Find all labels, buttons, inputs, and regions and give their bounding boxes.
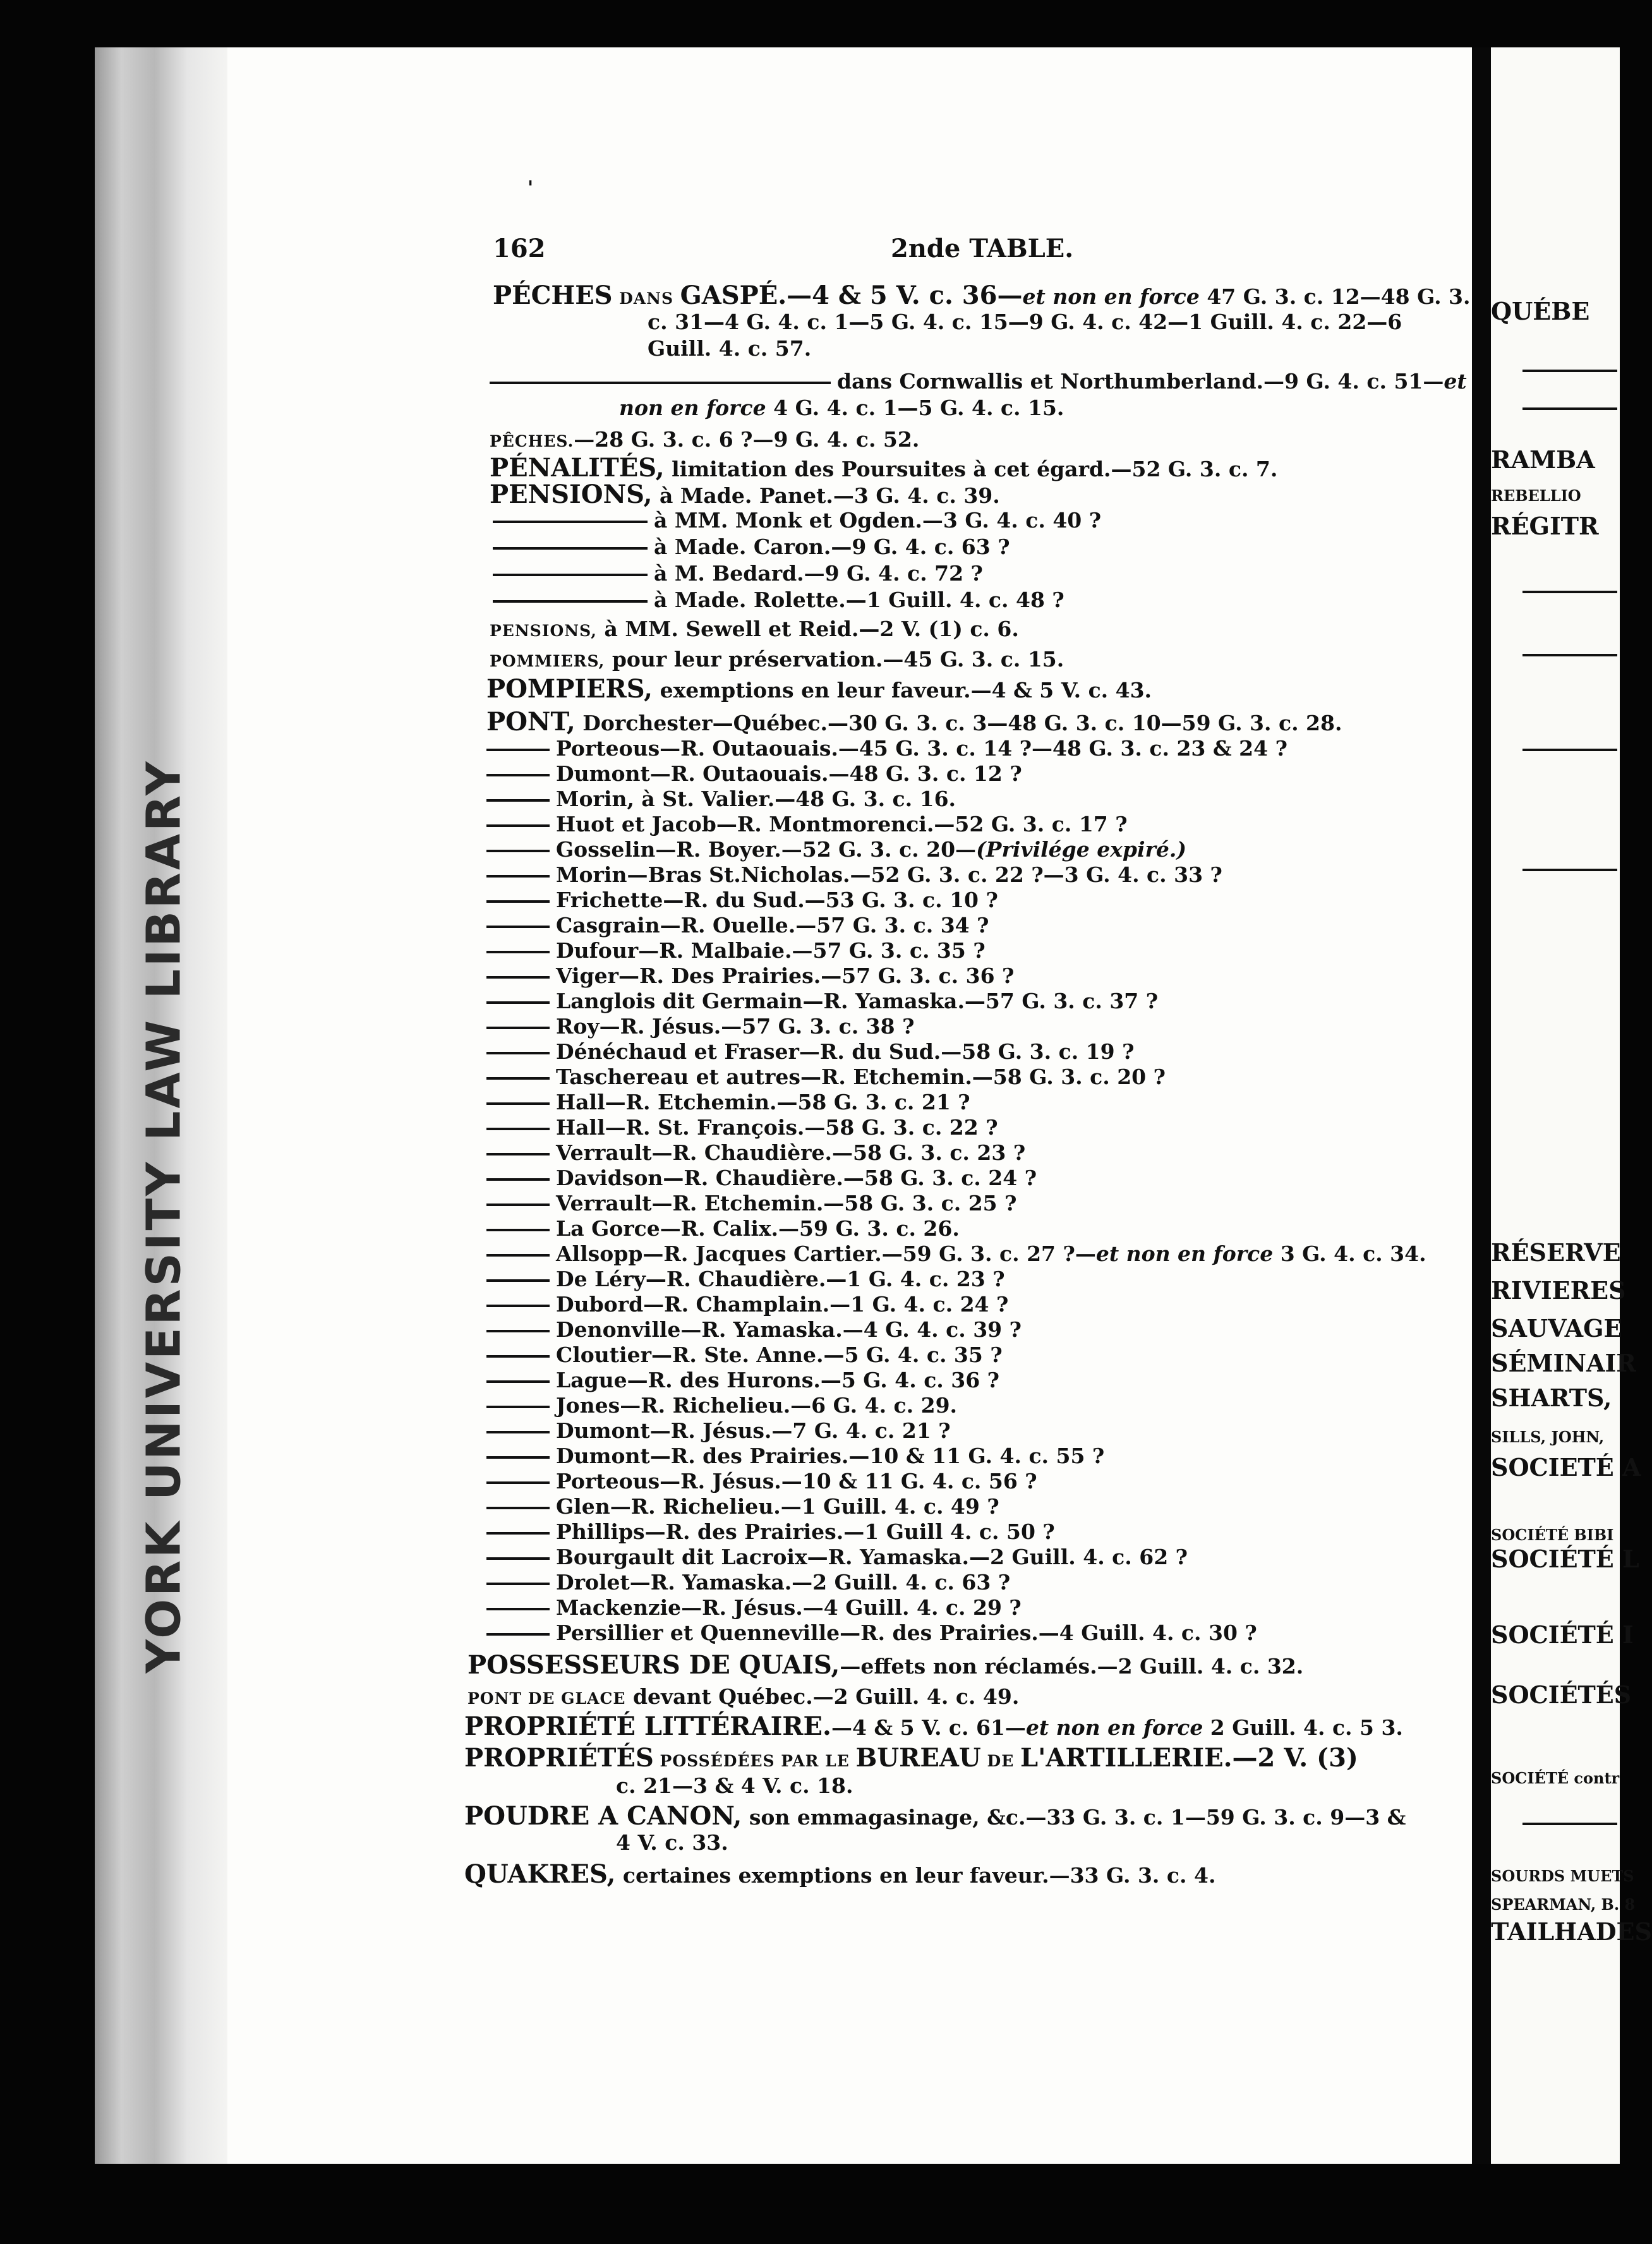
list-item [486, 1064, 1166, 1090]
list-item [486, 1392, 957, 1419]
entry-text: Hall—R. St. François.—58 G. 3. c. 22 ? [556, 1115, 998, 1140]
list-item [486, 1266, 1005, 1293]
list-item [486, 1216, 960, 1242]
ditto-rule [486, 850, 550, 852]
index-entry [464, 1713, 1403, 1741]
ditto-rule [486, 1077, 550, 1080]
entry-text: devant Québec.—2 Guill. 4. c. 49. [625, 1684, 1020, 1709]
list-item [486, 1140, 1025, 1166]
list-item [486, 862, 1222, 888]
entry-text: Morin—Bras St.Nicholas.—52 G. 3. c. 22 ?—3 G. 4. c. 33 ? [556, 862, 1222, 887]
facing-line: RAMBA [1491, 445, 1595, 474]
ditto-rule [486, 1583, 550, 1585]
entry-text: —4 & 5 V. c. 61— [831, 1715, 1026, 1740]
facing-line: RIVIERES [1491, 1276, 1626, 1305]
entry-text: à MM. Monk et Ogden.—3 G. 4. c. 40 ? [654, 508, 1102, 533]
index-entry [464, 1745, 1358, 1775]
index-entry [464, 1861, 1215, 1889]
list-item [486, 1418, 951, 1444]
index-entry [464, 1803, 1406, 1831]
ditto-rule [486, 1456, 550, 1459]
entry-text: —28 G. 3. c. 6 ?—9 G. 4. c. 52. [574, 427, 920, 452]
index-entry [490, 368, 1467, 395]
entry-text: Dumont—R. des Prairies.—10 & 11 G. 4. c. 55 ? [556, 1444, 1105, 1468]
facing-rule [1522, 749, 1617, 751]
index-entry [490, 646, 1064, 675]
entry-text: Morin, à St. Valier.—48 G. 3. c. 16. [556, 787, 956, 811]
entry-smallcaps: DE [980, 1752, 1020, 1770]
library-stamp-text: YORK UNIVERSITY LAW LIBRARY [137, 759, 191, 1674]
entry-text: Dufour—R. Malbaie.—57 G. 3. c. 35 ? [556, 938, 986, 963]
ditto-rule [486, 1027, 550, 1029]
entry-text: Porteous—R. Jésus.—10 & 11 G. 4. c. 56 ? [556, 1469, 1037, 1493]
facing-line: REBELLIO [1491, 486, 1581, 505]
ditto-rule [486, 1102, 550, 1105]
index-entry [467, 1684, 1019, 1712]
list-item [486, 1190, 1016, 1217]
entry-heading: PONT DE GLACE [467, 1689, 626, 1708]
list-item [486, 1317, 1022, 1343]
page-title: 2nde TABLE. [891, 234, 1074, 263]
facing-line: SOCIÉTÉ BIBI [1491, 1526, 1614, 1544]
entry-text: à M. Bedard.—9 G. 4. c. 72 ? [654, 561, 983, 586]
entry-italic: et non en force [1095, 1241, 1274, 1266]
ditto-rule [486, 1330, 550, 1332]
entry-text: Mackenzie—R. Jésus.—4 Guill. 4. c. 29 ? [556, 1595, 1022, 1620]
ditto-rule [493, 600, 648, 603]
entry-text: limitation des Poursuites à cet égard.—52 G. 3. c. 7. [664, 457, 1278, 481]
index-entry [490, 426, 919, 455]
entry-text: Dénéchaud et Fraser—R. du Sud.—58 G. 3. c. 19 ? [556, 1039, 1135, 1064]
facing-line: RÉGITR [1491, 512, 1599, 540]
entry-text: 47 G. 3. c. 12—48 G. 3. [1199, 284, 1471, 309]
entry-text: à Made. Caron.—9 G. 4. c. 63 ? [654, 534, 1010, 559]
facing-rule [1522, 370, 1617, 372]
entry-heading: POSSESSEURS DE QUAIS, [467, 1650, 840, 1680]
entry-text: 2 Guill. 4. c. 5 3. [1203, 1715, 1403, 1740]
facing-line: SOURDS MUETS [1491, 1867, 1634, 1885]
facing-line: SOCIÉTÉ contr [1491, 1769, 1620, 1787]
ditto-rule [486, 1532, 550, 1535]
page-gutter [1472, 47, 1491, 2164]
ditto-rule [490, 382, 831, 384]
ditto-rule [486, 926, 550, 928]
entry-text: Phillips—R. des Prairies.—1 Guill 4. c. 50 ? [556, 1519, 1055, 1544]
entry-heading: PÊCHES. [490, 432, 574, 450]
entry-text: Frichette—R. du Sud.—53 G. 3. c. 10 ? [556, 888, 998, 912]
facing-line: SOCIÉTÉS [1491, 1680, 1632, 1709]
ditto-rule [486, 749, 550, 751]
index-entry [490, 616, 1019, 644]
facing-rule [1522, 869, 1617, 871]
list-item [486, 1595, 1022, 1621]
entry-text: Viger—R. Des Prairies.—57 G. 3. c. 36 ? [556, 963, 1015, 988]
entry-text: Dumont—R. Jésus.—7 G. 4. c. 21 ? [556, 1418, 951, 1443]
entry-text: Jones—R. Richelieu.—6 G. 4. c. 29. [556, 1393, 958, 1418]
entry-heading: PROPRIÉTÉ LITTÉRAIRE. [464, 1711, 831, 1741]
entry-italic: non en force [619, 395, 766, 420]
entry-text: Verrault—R. Etchemin.—58 G. 3. c. 25 ? [556, 1191, 1017, 1216]
index-entry [490, 455, 1277, 483]
entry-heading: PONT, [486, 707, 576, 737]
list-item [486, 887, 998, 914]
facing-line: SILLS, JOHN, [1491, 1428, 1605, 1446]
ditto-rule [493, 574, 648, 576]
index-entry [490, 481, 1000, 509]
entry-text: GASPÉ.—4 & 5 V. c. 36— [680, 280, 1023, 310]
list-item [486, 1443, 1104, 1469]
facing-line: SOCIÉTÉ I [1491, 1620, 1634, 1649]
entry-text: Glen—R. Richelieu.—1 Guill. 4. c. 49 ? [556, 1494, 999, 1519]
entry-text: Dubord—R. Champlain.—1 G. 4. c. 24 ? [556, 1292, 1009, 1317]
entry-text: Roy—R. Jésus.—57 G. 3. c. 38 ? [556, 1014, 915, 1039]
entry-heading: PENSIONS, [490, 622, 597, 640]
entry-italic: et non en force [1022, 284, 1200, 309]
list-item [486, 1468, 1037, 1495]
ditto-rule [486, 951, 550, 953]
ditto-rule [486, 774, 550, 776]
entry-text: 4 G. 4. c. 1—5 G. 4. c. 15. [766, 395, 1064, 420]
page-header [455, 234, 1478, 265]
ditto-rule [486, 900, 550, 903]
list-item [486, 1013, 914, 1040]
index-entry [493, 507, 1101, 534]
index-entry [486, 676, 1152, 704]
entry-text: son emmagasinage, &c.—33 G. 3. c. 1—59 G. 3. c. 9—3 & [742, 1805, 1406, 1830]
entry-heading: PENSIONS, [490, 480, 653, 509]
entry-text: à MM. Sewell et Reid.—2 V. (1) c. 6. [596, 617, 1019, 641]
entry-text: pour leur préservation.—45 G. 3. c. 15. [605, 647, 1064, 672]
entry-smallcaps: DANS [619, 289, 674, 308]
entry-text: Casgrain—R. Ouelle.—57 G. 3. c. 34 ? [556, 913, 989, 938]
list-item [486, 811, 1128, 838]
ditto-rule [486, 1052, 550, 1054]
entry-text: Verrault—R. Chaudière.—58 G. 3. c. 23 ? [556, 1140, 1026, 1165]
ditto-rule [486, 1406, 550, 1408]
list-item [486, 761, 1022, 787]
entry-continuation: c. 21—3 & 4 V. c. 18. [616, 1773, 853, 1798]
facing-page [1491, 47, 1652, 2164]
ditto-rule [486, 799, 550, 802]
list-item [486, 938, 986, 964]
list-item [486, 963, 1014, 989]
list-item [486, 1165, 1037, 1191]
list-item [486, 1291, 1008, 1318]
facing-rule [1522, 654, 1617, 656]
list-item [486, 1620, 1257, 1646]
ditto-rule [486, 1203, 550, 1206]
facing-line: RÉSERVE [1491, 1238, 1621, 1267]
facing-rule [1522, 1823, 1617, 1825]
ditto-rule [486, 1001, 550, 1004]
list-item [486, 988, 1158, 1015]
entry-text: Gosselin—R. Boyer.—52 G. 3. c. 20— [556, 837, 977, 862]
entry-text: Bourgault dit Lacroix—R. Yamaska.—2 Guill. 4. c. 62 ? [556, 1545, 1188, 1569]
facing-line: SPEARMAN, B. 8 [1491, 1895, 1636, 1914]
entry-italic: et [1444, 369, 1467, 394]
ditto-rule [486, 1305, 550, 1307]
entry-heading: POUDRE A CANON, [464, 1801, 742, 1831]
entry-text: Langlois dit Germain—R. Yamaska.—57 G. 3. c. 37 ? [556, 989, 1159, 1013]
list-item [486, 1493, 999, 1520]
entry-continuation: Guill. 4. c. 57. [648, 336, 812, 361]
ditto-rule [486, 1431, 550, 1433]
entry-text: Taschereau et autres—R. Etchemin.—58 G. 3. c. 20 ? [556, 1065, 1166, 1089]
list-item [486, 912, 989, 939]
index-entry [493, 560, 983, 587]
entry-continuation: c. 31—4 G. 4. c. 1—5 G. 4. c. 15—9 G. 4. c. 42—1 Guill. 4. c. 22—6 [648, 310, 1402, 334]
list-item [486, 1367, 999, 1394]
ditto-rule [486, 1608, 550, 1610]
entry-italic: et non en force [1025, 1715, 1203, 1740]
ditto-rule [493, 547, 648, 550]
list-item [486, 786, 956, 812]
facing-line: QUÉBE [1491, 297, 1590, 325]
ditto-rule [486, 1481, 550, 1484]
list-item [486, 836, 1186, 863]
entry-text: La Gorce—R. Calix.—59 G. 3. c. 26. [556, 1216, 960, 1241]
entry-text: Davidson—R. Chaudière.—58 G. 3. c. 24 ? [556, 1166, 1037, 1190]
entry-continuation [619, 395, 1064, 421]
entry-text: Dumont—R. Outaouais.—48 G. 3. c. 12 ? [556, 761, 1022, 786]
facing-line: SOCIETÉ A [1491, 1453, 1641, 1481]
ditto-rule [486, 976, 550, 979]
index-entry [493, 282, 1471, 312]
list-item [486, 1114, 998, 1141]
entry-text: BUREAU [855, 1743, 981, 1773]
entry-text: Hall—R. Etchemin.—58 G. 3. c. 21 ? [556, 1090, 970, 1114]
facing-line: SOCIÉTÉ L [1491, 1545, 1639, 1573]
entry-heading: POMMIERS, [490, 652, 605, 670]
entry-heading: PROPRIÉTÉS [464, 1743, 654, 1773]
ditto-rule [486, 1633, 550, 1636]
ditto-rule [486, 1355, 550, 1358]
index-entry [467, 1652, 1303, 1680]
ditto-rule [486, 1279, 550, 1282]
index-entry [493, 587, 1064, 613]
entry-italic: (Privilége expiré.) [976, 837, 1186, 862]
list-item [486, 735, 1287, 762]
entry-text: —effets non réclamés.—2 Guill. 4. c. 32. [840, 1654, 1304, 1679]
entry-heading: PÉCHES [493, 280, 613, 310]
entry-text: exemptions en leur faveur.—4 & 5 V. c. 43. [653, 678, 1152, 703]
index-entry [493, 534, 1010, 560]
entry-text: De Léry—R. Chaudière.—1 G. 4. c. 23 ? [556, 1267, 1005, 1291]
list-item [486, 1039, 1134, 1065]
ditto-rule [486, 1178, 550, 1181]
ditto-rule [486, 1153, 550, 1155]
entry-text: Huot et Jacob—R. Montmorenci.—52 G. 3. c. 17 ? [556, 812, 1128, 836]
index-entry [486, 709, 1342, 737]
page-number: 162 [493, 234, 546, 263]
list-item [486, 1342, 1003, 1368]
ditto-rule [486, 1229, 550, 1231]
entry-heading: PÉNALITÉS, [490, 453, 665, 483]
facing-line: TAILHADES [1491, 1917, 1652, 1946]
entry-text: Allsopp—R. Jacques Cartier.—59 G. 3. c. 27 ?— [556, 1241, 1096, 1266]
facing-rule [1522, 591, 1617, 593]
list-item [486, 1519, 1055, 1545]
list-item [486, 1569, 1010, 1596]
list-item [486, 1241, 1426, 1267]
entry-smallcaps: POSSÉDÉES PAR LE [653, 1752, 856, 1770]
entry-heading: POMPIERS, [486, 674, 653, 704]
entry-text: Denonville—R. Yamaska.—4 G. 4. c. 39 ? [556, 1317, 1022, 1342]
ditto-rule [486, 1254, 550, 1257]
list-item [486, 1544, 1188, 1571]
entry-continuation: 4 V. c. 33. [616, 1830, 728, 1855]
entry-text: dans Cornwallis et Northumberland.—9 G. 4. c. 51— [837, 369, 1444, 394]
entry-text: Porteous—R. Outaouais.—45 G. 3. c. 14 ?—48 G. 3. c. 23 & 24 ? [556, 736, 1287, 761]
ditto-rule [486, 1380, 550, 1383]
entry-text: Drolet—R. Yamaska.—2 Guill. 4. c. 63 ? [556, 1570, 1011, 1595]
ditto-rule [486, 824, 550, 827]
ditto-rule [486, 1557, 550, 1560]
facing-line: SHARTS, [1491, 1384, 1612, 1412]
list-item [486, 1089, 970, 1116]
ditto-rule [486, 1128, 550, 1130]
entry-text: Cloutier—R. Ste. Anne.—5 G. 4. c. 35 ? [556, 1342, 1003, 1367]
entry-text: Lague—R. des Hurons.—5 G. 4. c. 36 ? [556, 1368, 1000, 1392]
facing-line: SÉMINAIR [1491, 1349, 1636, 1377]
entry-text: Dorchester—Québec.—30 G. 3. c. 3—48 G. 3. c. 10—59 G. 3. c. 28. [575, 711, 1342, 735]
entry-text: à Made. Panet.—3 G. 4. c. 39. [652, 483, 1000, 508]
library-stamp [120, 759, 208, 1674]
entry-text: L'ARTILLERIE.—2 V. (3) [1020, 1743, 1358, 1773]
ditto-rule [486, 1507, 550, 1509]
stray-mark: ' [528, 177, 534, 199]
entry-text: Persillier et Quenneville—R. des Prairies.—4 Guill. 4. c. 30 ? [556, 1620, 1257, 1645]
ditto-rule [486, 875, 550, 878]
facing-line: SAUVAGE [1491, 1314, 1622, 1342]
facing-rule [1522, 407, 1617, 410]
entry-text: certaines exemptions en leur faveur.—33 G. 3. c. 4. [615, 1863, 1216, 1888]
entry-text: 3 G. 4. c. 34. [1273, 1241, 1426, 1266]
entry-text: à Made. Rolette.—1 Guill. 4. c. 48 ? [654, 588, 1064, 612]
ditto-rule [493, 521, 648, 523]
entry-heading: QUAKRES, [464, 1859, 616, 1889]
